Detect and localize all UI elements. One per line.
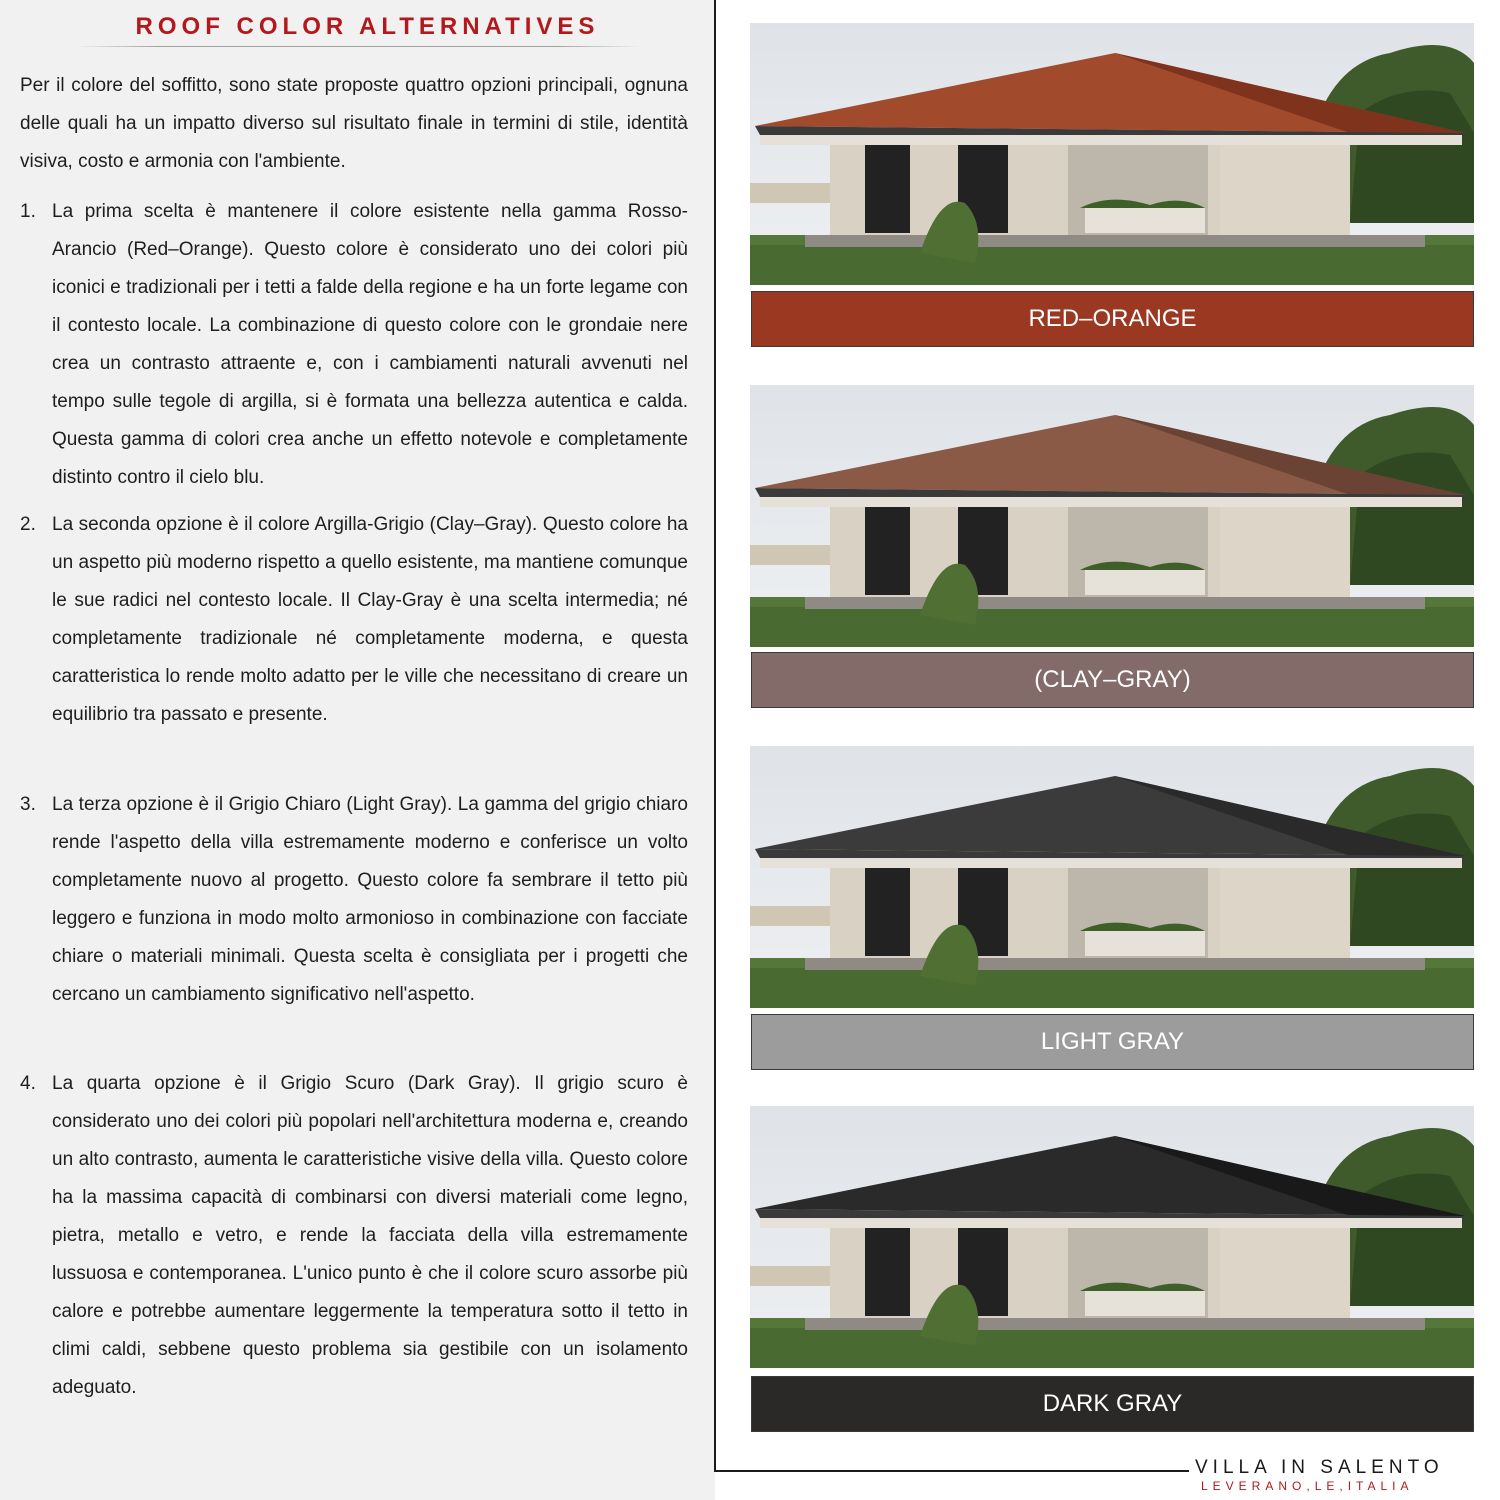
villa-render-clay-gray xyxy=(750,385,1474,647)
option-number: 3. xyxy=(20,794,36,815)
option-text: La prima scelta è mantenere il colore esistente nella gamma Rosso-Arancio (Red–Orange). Questo colore è considerato uno dei colori più iconici e tradizionali per i tetti a falde della regione e ha un forte legame con il contesto locale. La combinazione di questo colore con le grondaie nere crea un contrasto attraente e, con i cambiamenti naturali avvenuti nel tempo sulle tegole di argilla, si è formata una bellezza autentica e calda. Questa gamma di colori crea anche un effetto notevole e completamente distinto contro il cielo blu. xyxy=(52,201,688,488)
option-number: 1. xyxy=(20,201,36,222)
villa-render-light-gray xyxy=(750,746,1474,1008)
option-item-red-orange xyxy=(20,193,688,497)
option-number: 4. xyxy=(20,1073,36,1094)
option-number: 2. xyxy=(20,514,36,535)
option-item-dark-gray xyxy=(20,1065,688,1407)
villa-render-dark-gray xyxy=(750,1106,1474,1368)
footer-divider xyxy=(714,1470,1189,1472)
swatch-label-light-gray: LIGHT GRAY xyxy=(751,1014,1474,1070)
option-item-clay-gray xyxy=(20,506,688,734)
brand-name: VILLA IN SALENTO xyxy=(1195,1457,1444,1478)
option-text: La terza opzione è il Grigio Chiaro (Light Gray). La gamma del grigio chiaro rende l'aspetto della villa estremamente moderno e conferisce un volto completamente nuovo al progetto. Questo colore fa sembrare il tetto più leggero e funziona in modo molto armonioso in combinazione con facciate chiare o materiali minimali. Questa scelta è consigliata per i progetti che cercano un cambiamento significativo nell'aspetto. xyxy=(52,794,688,1005)
swatch-label-red-orange: RED–ORANGE xyxy=(751,291,1474,347)
option-text: La seconda opzione è il colore Argilla-Grigio (Clay–Gray). Questo colore ha un aspetto più moderno rispetto a quello esistente, ma mantiene comunque le sue radici nel contesto locale. Il Clay-Gray è una scelta intermedia; né completamente tradizionale né completamente moderna, e questa caratteristica lo rende molto adatto per le ville che necessitano di creare un equilibrio tra passato e presente. xyxy=(52,514,688,725)
swatch-label-dark-gray: DARK GRAY xyxy=(751,1376,1474,1432)
brand-location: LEVERANO,LE,ITALIA xyxy=(1201,1479,1414,1493)
vertical-divider xyxy=(714,0,716,1472)
page-title: ROOF COLOR ALTERNATIVES xyxy=(135,13,600,40)
villa-render-red-orange xyxy=(750,23,1474,285)
intro-paragraph: Per il colore del soffitto, sono state proposte quattro opzioni principali, ognuna delle quali ha un impatto diverso sul risultato finale in termini di stile, identità visiva, costo e armonia con l'ambiente. xyxy=(20,75,688,172)
option-item-light-gray xyxy=(20,786,688,1014)
title-underline xyxy=(75,46,640,47)
swatch-label-clay-gray: (CLAY–GRAY) xyxy=(751,652,1474,708)
option-text: La quarta opzione è il Grigio Scuro (Dark Gray). Il grigio scuro è considerato uno dei colori più popolari nell'architettura moderna e, creando un alto contrasto, aumenta le caratteristiche visive della villa. Questo colore ha la massima capacità di combinarsi con diversi materiali come legno, pietra, metallo e vetro, e rende la facciata della villa estremamente lussuosa e contemporanea. L'unico punto è che il colore scuro assorbe più calore e potrebbe aumentare leggermente la temperatura sotto il tetto in climi caldi, sebbene questo problema sia gestibile con un isolamento adeguato. xyxy=(52,1073,688,1398)
